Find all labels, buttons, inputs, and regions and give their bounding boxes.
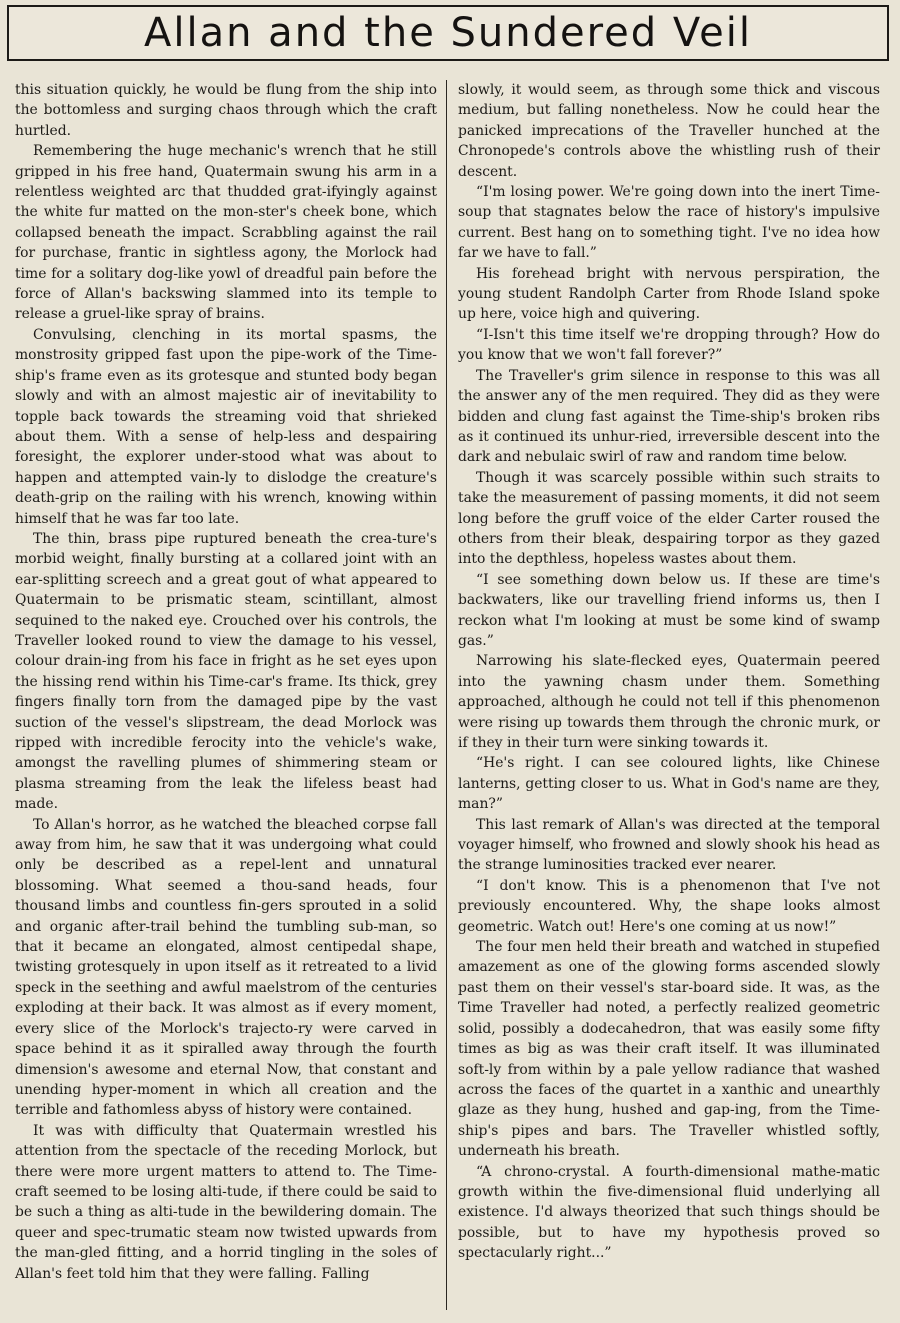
- paragraph: “I'm losing power. We're going down into the inert Time-soup that stagnates below the race of history's impulsive current. Best hang on to something tight. I've no idea how far we have to fall.”: [458, 184, 880, 262]
- paragraph: It was with difficulty that Quatermain wrestled his attention from the spectacle of the receding Morlock, but there were more urgent matters to attend to. The Time-craft seemed to be losing alti-tude, if there could be said to be such a thing as alti-tude in the bewildering domain. The queer and spec-trumatic steam now twisted upwards from the man-gled fitting, and a horrid tingling in the soles of Allan's feet told him that they were falling. Falling: [15, 1122, 437, 1282]
- paragraph: “A chrono-crystal. A fourth-dimensional mathe-matic growth within the five-dimensional fluid underlying all existence. I'd always theorized that such things should be possible, but to have my hypothesis proved so spectacularly right...”: [458, 1163, 880, 1262]
- paragraph: Narrowing his slate-flecked eyes, Quatermain peered into the yawning chasm under them. Something approached, although he could not tell if this phenomenon were rising up towards them through the chronic murk, or if they in their turn were sinking towards it.: [458, 653, 880, 751]
- paragraph: The thin, brass pipe ruptured beneath the crea-ture's morbid weight, finally bursting at a collared joint with an ear-splitting screech and a great gout of what appeared to Quatermain to be prismatic steam, scintillant, almost sequined to the naked eye. Crouched over his controls, the Traveller looked round to view the damage to his vessel, colour drain-ing from his face in fright as he set eyes upon the hissing rend within his Time-car's frame. Its thick, grey fingers finally torn from the damaged pipe by the vast suction of the vessel's slipstream, the dead Morlock was ripped with incredible ferocity into the vehicle's wake, amongst the ravelling plumes of shimmering steam or plasma streaming from the leak the lifeless beast had made.: [15, 530, 437, 813]
- paragraph: Convulsing, clenching in its mortal spasms, the monstrosity gripped fast upon the pipe-work of the Time-ship's frame even as its grotesque and stunted body began slowly and with an almost majestic air of inevitability to topple back towards the streaming void that shrieked about them. With a sense of help-less and despairing foresight, the explorer under-stood what was about to happen and attempted vain-ly to dislodge the creature's death-grip on the railing with his wrench, knowing within himself that he was far too late.: [15, 326, 437, 527]
- paragraph: The Traveller's grim silence in response to this was all the answer any of the men required. They did as they were bidden and clung fast against the Time-ship's broken ribs as it continued its unhur-ried, irreversible descent into the dark and nebulaic swirl of raw and random time below.: [458, 367, 880, 466]
- paragraph: The four men held their breath and watched in stupefied amazement as one of the glowing forms ascended slowly past them on their vessel's star-board side. It was, as the Time Traveller had noted, a perfectly realized geometric solid, possibly a dodecahedron, that was easily some fifty times as big as was their craft itself. It was illuminated soft-ly from within by a pale yellow radiance that washed across the faces of the quartet in a xanthic and unearthly glaze as they hung, hushed and gap-ing, from the Time-ship's pipes and bars. The Traveller whistled softly, underneath his breath.: [458, 939, 880, 1160]
- paragraph: Though it was scarcely possible within such straits to take the measurement of passing moments, it did not seem long before the gruff voice of the elder Carter roused the others from their bleak, despairing torpor as they gazed into the depthless, hopeless wastes about them.: [458, 469, 880, 568]
- paragraph: This last remark of Allan's was directed at the temporal voyager himself, who frowned and slowly shook his head as the strange luminosities tracked ever nearer.: [458, 816, 880, 874]
- paragraph: “I see something down below us. If these are time's backwaters, like our travelling friend informs us, then I reckon what I'm looking at must be some kind of swamp gas.”: [458, 571, 880, 649]
- paragraph: “He's right. I can see coloured lights, like Chinese lanterns, getting closer to us. What in God's name are they, man?”: [458, 755, 880, 813]
- paragraph: To Allan's horror, as he watched the bleached corpse fall away from him, he saw that it was undergoing what could only be described as a repel-lent and unnatural blossoming. What seemed a thou-sand heads, four thousand limbs and countless fin-gers sprouted in a solid and organic after-trail behind the tumbling sub-man, so that it became an elongated, almost centipedal shape, twisting grotesquely in upon itself as it retreated to a livid speck in the seething and awful maelstrom of the centuries exploding at their back. It was almost as if every moment, every slice of the Morlock's trajecto-ry were carved in space behind it as it spiralled away through the fourth dimension's awesome and eternal Now, that constant and unending hyper-moment in which all creation and the terrible and fathomless abyss of history were contained.: [15, 816, 437, 1119]
- paragraph: His forehead bright with nervous perspiration, the young student Randolph Carter from Rhode Island spoke up here, voice high and quivering.: [458, 265, 880, 323]
- left-column: [15, 80, 437, 1284]
- title-banner: [7, 5, 889, 61]
- column-divider: [446, 80, 447, 1310]
- paragraph: this situation quickly, he would be flung from the ship into the bottomless and surging chaos through which the craft hurtled.: [15, 82, 437, 139]
- paragraph: “I-Isn't this time itself we're dropping through? How do you know that we won't fall forever?”: [458, 326, 880, 364]
- paragraph: Remembering the huge mechanic's wrench that he still gripped in his free hand, Quatermain swung his arm in a relentless weighted arc that thudded grat-ifyingly against the white fur matted on the mon-ster's cheek bone, which collapsed beneath the impact. Scrabbling against the rail for purchase, frantic in sightless agony, the Morlock had time for a solitary dog-like yowl of dreadful pain before the force of Allan's backswing slammed into its temple to release a gruel-like spray of brains.: [15, 143, 437, 323]
- paragraph: slowly, it would seem, as through some thick and viscous medium, but falling nonetheless. Now he could hear the panicked imprecations of the Traveller hunched at the Chronopede's controls above the whistling rush of their descent.: [458, 82, 880, 180]
- page-title: Allan and the Sundered Veil: [144, 10, 752, 56]
- right-column: [458, 80, 880, 1264]
- paragraph: “I don't know. This is a phenomenon that I've not previously encountered. Why, the shape looks almost geometric. Watch out! Here's one coming at us now!”: [458, 877, 880, 935]
